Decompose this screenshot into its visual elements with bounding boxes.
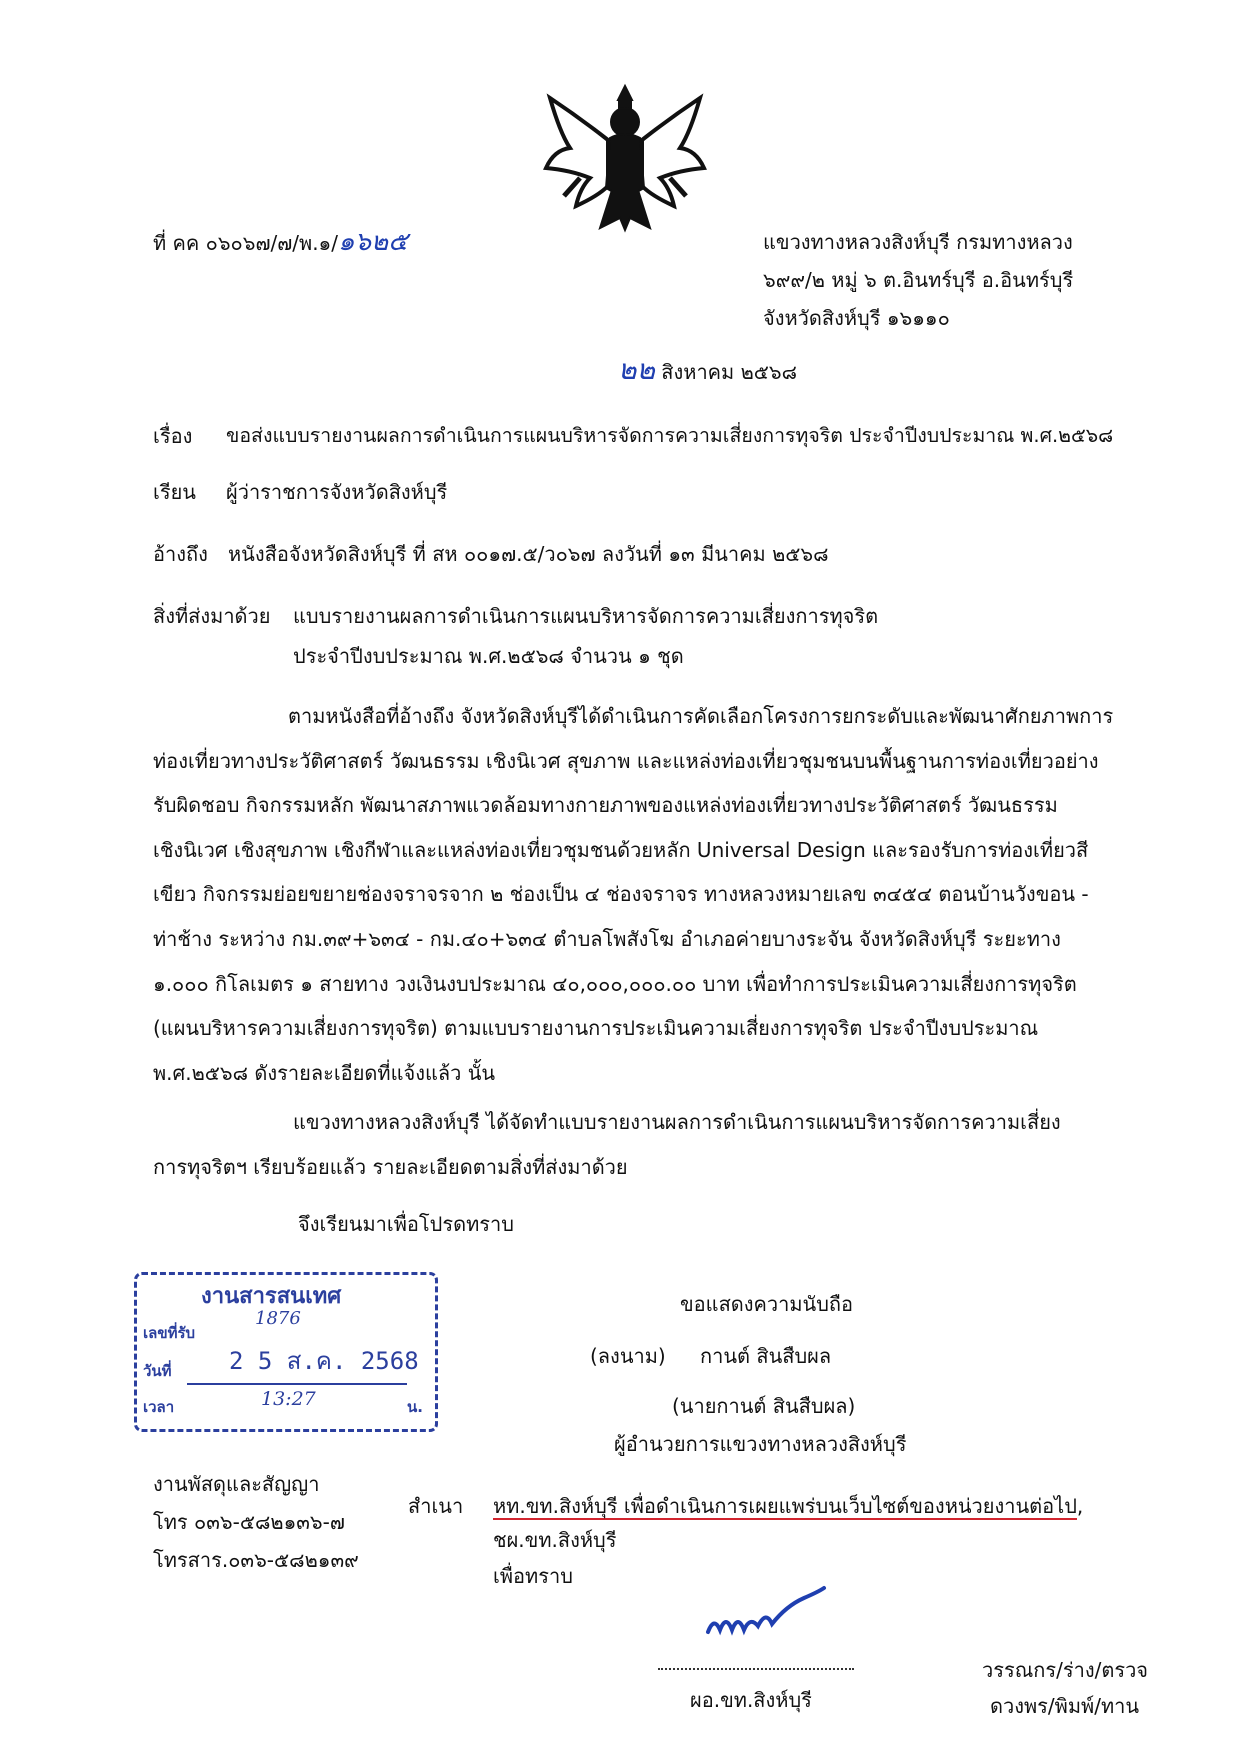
subject-text: ขอส่งแบบรายงานผลการดำเนินการแผนบริหารจัดการความเสี่ยงการทุจริต ประจำปีงบประมาณ พ.ศ.๒๕๖๘ [226, 424, 1114, 447]
paragraph-1-line: ท่าช้าง ระหว่าง กม.๓๙+๖๓๔ - กม.๔๐+๖๓๔ ตำบลโพสังโฆ อำเภอค่ายบางระจัน จังหวัดสิงห์บุรี ระยะทาง [153, 926, 1061, 951]
enclosure-line-1: แบบรายงานผลการดำเนินการแผนบริหารจัดการความเสี่ยงการทุจริต [293, 604, 879, 628]
regards: ขอแสดงความนับถือ [680, 1292, 854, 1316]
stamp-time: 13:27 [261, 1388, 316, 1410]
document-number-prefix: ที่ คค ๐๖๐๖๗/๗/พ.๑/ [153, 231, 338, 255]
signed-label: (ลงนาม) [590, 1344, 666, 1368]
initial-position: ผอ.ขท.สิงห์บุรี [690, 1688, 812, 1712]
stamp-number-label: เลขที่รับ [143, 1324, 196, 1342]
recipient-label: เรียน [153, 480, 196, 504]
typist-line-2: ดวงพร/พิมพ์/ทาน [990, 1694, 1140, 1718]
initial-signature [700, 1580, 830, 1650]
document-number-handwritten: ๑๖๒๕ [338, 227, 408, 257]
body-paragraph-2 [153, 1100, 1141, 1189]
paragraph-1-line: เขียว กิจกรรมย่อยขยายช่องจราจรจาก ๒ ช่องเป็น ๔ ช่องจราจร ทางหลวงหมายเลข ๓๔๕๔ ตอนบ้านวังขอน - [153, 882, 1089, 907]
signer-full-name: (นายกานต์ สินสืบผล) [672, 1394, 856, 1418]
stamp-number: 1876 [255, 1308, 301, 1329]
garuda-emblem-icon [540, 78, 710, 238]
signed-name: กานต์ สินสืบผล [700, 1344, 832, 1368]
paragraph-1-line: ท่องเที่ยวทางประวัติศาสตร์ วัฒนธรรม เชิงนิเวศ สุขภาพ และแหล่งท่องเที่ยวชุมชนบนพื้นฐานการท่องเที่ยวอย่าง [153, 748, 1099, 773]
paragraph-1-line: รับผิดชอบ กิจกรรมหลัก พัฒนาสภาพแวดล้อมทางกายภาพของแหล่งท่องเที่ยวทางประวัติศาสตร์ วัฒนธรรม [153, 793, 1058, 818]
subject-label: เรื่อง [153, 424, 193, 448]
paragraph-2-line: การทุจริตฯ เรียบร้อยแล้ว รายละเอียดตามสิ่งที่ส่งมาด้วย [153, 1154, 628, 1179]
copy-line-2: ชผ.ขท.สิงห์บุรี [493, 1528, 617, 1552]
typist-line-1: วรรณกร/ร่าง/ตรวจ [982, 1658, 1149, 1682]
closing-request: จึงเรียนมาเพื่อโปรดทราบ [298, 1212, 514, 1236]
stamp-title: งานสารสนเทศ [201, 1284, 342, 1309]
copy-line-1 [493, 1492, 1083, 1520]
footer-department: งานพัสดุและสัญญา [153, 1472, 320, 1496]
date-day-handwritten: ๒๒ [618, 353, 655, 386]
paragraph-1-line: ตามหนังสือที่อ้างถึง จังหวัดสิงห์บุรีได้ดำเนินการคัดเลือกโครงการยกระดับและพัฒนาศักยภาพการ [288, 704, 1114, 728]
enclosure-line-2: ประจำปีงบประมาณ พ.ศ.๒๕๖๘ จำนวน ๑ ชุด [293, 644, 684, 668]
body-paragraph-1 [153, 694, 1141, 1095]
sender-line-3: จังหวัดสิงห์บุรี ๑๖๑๑๐ [763, 306, 950, 330]
copy-line-1-underlined: หท.ขท.สิงห์บุรี เพื่อดำเนินการเผยแพร่บนเว็บไซต์ของหน่วยงานต่อไป [493, 1494, 1077, 1518]
paragraph-1-line: (แผนบริหารความเสี่ยงการทุจริต) ตามแบบรายงานการประเมินความเสี่ยงการทุจริต ประจำปีงบประมาณ [153, 1016, 1039, 1041]
copy-label: สำเนา [408, 1494, 464, 1518]
sender-line-1: แขวงทางหลวงสิงห์บุรี กรมทางหลวง [763, 230, 1073, 254]
stamp-time-suffix: น. [407, 1398, 423, 1416]
stamp-date: 2 5 ส.ค. 2568 [229, 1347, 419, 1375]
enclosure-label: สิ่งที่ส่งมาด้วย [153, 604, 271, 628]
paragraph-2-line: แขวงทางหลวงสิงห์บุรี ได้จัดทำแบบรายงานผลการดำเนินการแผนบริหารจัดการความเสี่ยง [293, 1110, 1061, 1134]
stamp-time-label: เวลา [143, 1398, 175, 1416]
receipt-stamp [134, 1272, 438, 1432]
copy-line-1-end: , [1076, 1494, 1084, 1518]
sender-line-2: ๖๙๙/๒ หมู่ ๖ ต.อินทร์บุรี อ.อินทร์บุรี [763, 268, 1074, 292]
paragraph-1-line: ๑.๐๐๐ กิโลเมตร ๑ สายทาง วงเงินงบประมาณ ๔๐,๐๐๐,๐๐๐.๐๐ บาท เพื่อทำการประเมินความเสี่ยงการทุจริต [153, 971, 1077, 996]
paragraph-1-line: พ.ศ.๒๕๖๘ ดังรายละเอียดที่แจ้งแล้ว นั้น [153, 1060, 496, 1085]
paragraph-1-line: เชิงนิเวศ เชิงสุขภาพ เชิงกีฬาและแหล่งท่องเที่ยวชุมชนด้วยหลัก Universal Design และรองรับการท่องเที่ยวสี [153, 837, 1089, 862]
footer-fax: โทรสาร.๐๓๖-๕๘๒๑๓๙ [153, 1548, 359, 1572]
date-month-year: สิงหาคม ๒๕๖๘ [661, 360, 798, 384]
footer-phone: โทร ๐๓๖-๕๘๒๑๓๖-๗ [153, 1510, 345, 1534]
stamp-date-label: วันที่ [143, 1362, 172, 1380]
document-number [153, 228, 408, 257]
letter-date [618, 353, 798, 386]
signer-position: ผู้อำนวยการแขวงทางหลวงสิงห์บุรี [614, 1432, 907, 1456]
reference-label: อ้างถึง [153, 542, 208, 566]
recipient-text: ผู้ว่าราชการจังหวัดสิงห์บุรี [226, 480, 448, 504]
copy-line-3: เพื่อทราบ [493, 1564, 573, 1588]
reference-text: หนังสือจังหวัดสิงห์บุรี ที่ สห ๐๐๑๗.๕/ว๐๖๗ ลงวันที่ ๑๓ มีนาคม ๒๕๖๘ [228, 542, 829, 566]
signature-dotted-line [658, 1668, 854, 1670]
